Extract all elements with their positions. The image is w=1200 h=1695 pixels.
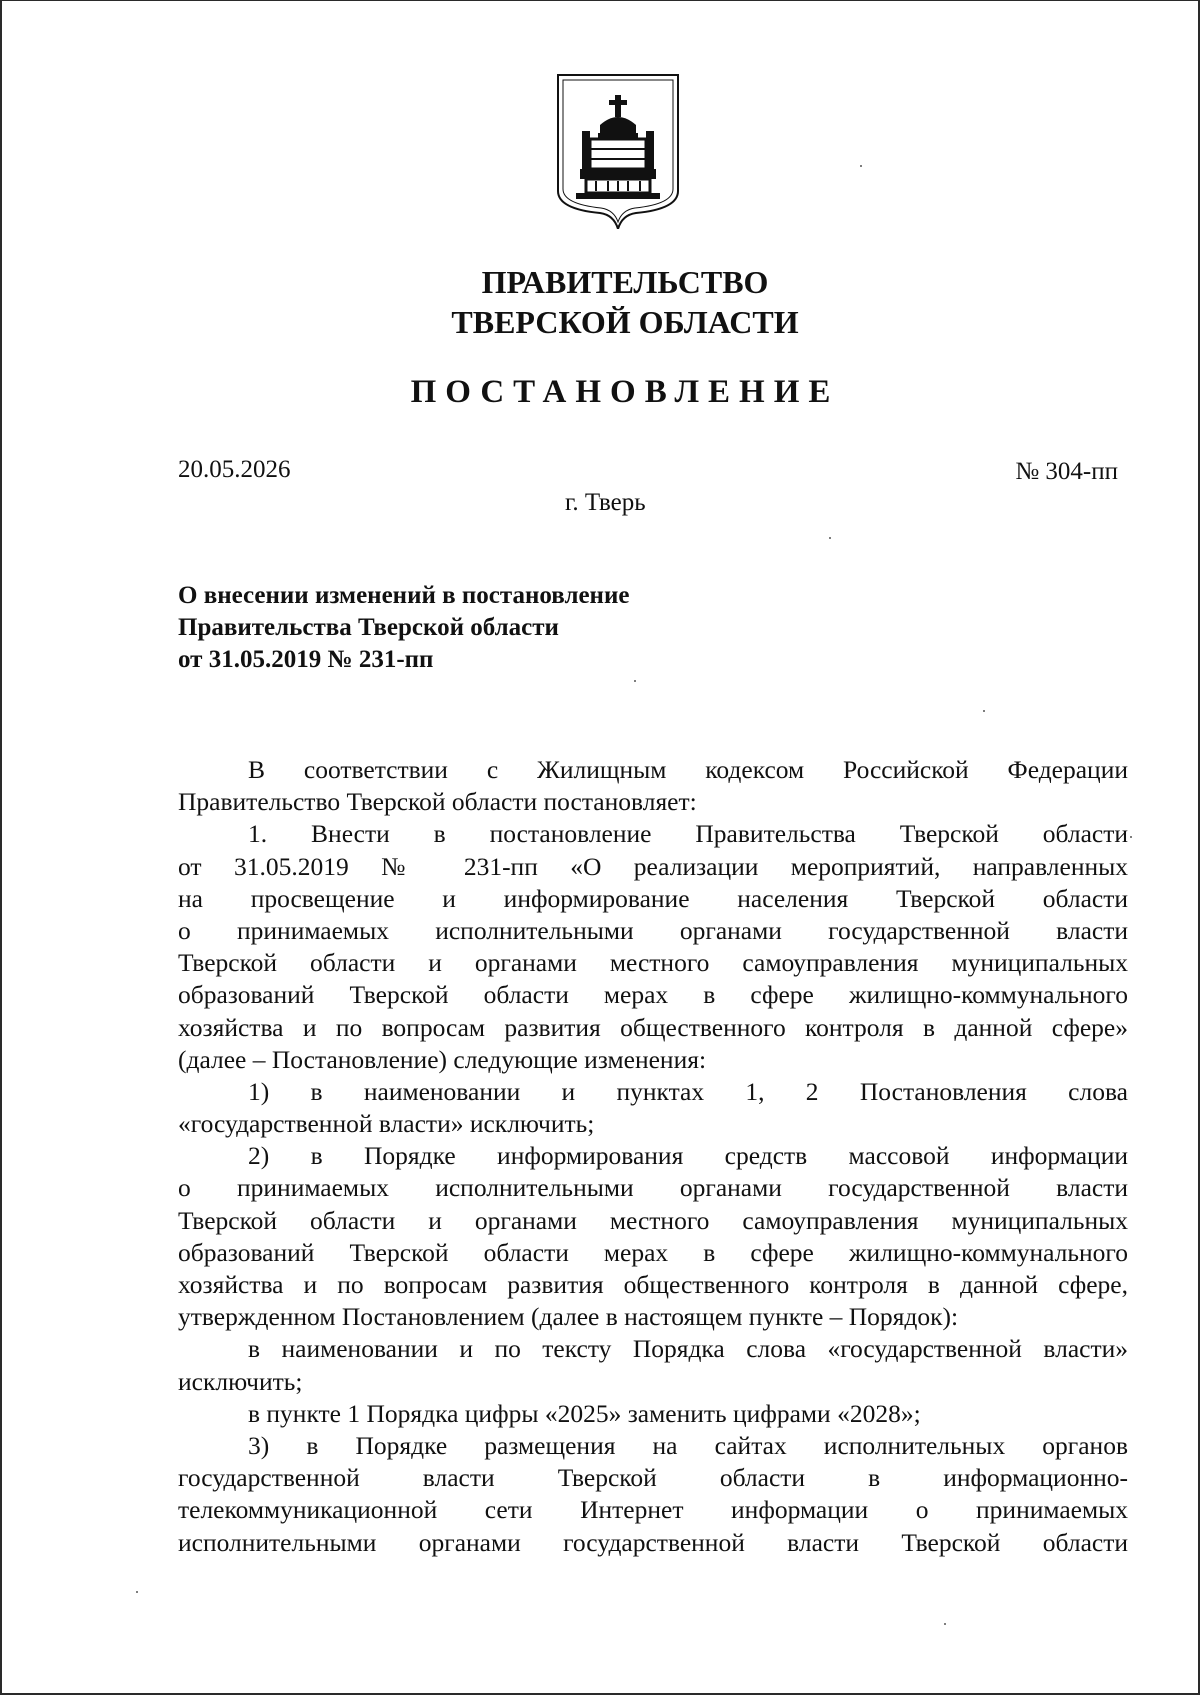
scan-speck [634, 680, 636, 682]
body-line: исключить; [178, 1366, 303, 1396]
document-body [178, 754, 1128, 1559]
body-line: (далее – Постановление) следующие изменения: [178, 1044, 707, 1074]
scan-speck [1130, 836, 1132, 838]
body-line: от 31.05.2019 № 231-пп «О реализации мероприятий, направленных [178, 851, 1128, 881]
scan-speck [136, 1591, 138, 1593]
org-title-line-2: ТВЕРСКОЙ ОБЛАСТИ [451, 304, 799, 340]
body-line: «государственной власти» исключить; [178, 1109, 595, 1139]
body-line: хозяйства и по вопросам развития общественного контроля в данной сфере» [178, 1012, 1128, 1042]
org-title-line-1: ПРАВИТЕЛЬСТВО [481, 264, 769, 300]
body-line: Тверской области и органами местного самоуправления муниципальных [178, 1205, 1128, 1235]
body-line: телекоммуникационной сети Интернет информации о принимаемых [178, 1495, 1128, 1525]
scan-speck [860, 165, 862, 167]
document-type-title: ПОСТАНОВЛЕНИЕ [410, 374, 840, 410]
scan-edge-left [0, 0, 2, 1695]
body-line: образований Тверской области мерах в сфере жилищно-коммунального [178, 980, 1128, 1010]
body-line: о принимаемых исполнительными органами государственной власти [178, 915, 1128, 945]
subject-line: от 31.05.2019 № 231-пп [178, 646, 434, 673]
body-line: 1) в наименовании и пунктах 1, 2 Постановления слова [248, 1076, 1128, 1106]
scan-edge-top [0, 0, 1200, 1]
scan-speck [944, 1623, 946, 1625]
document-number: № 304-пп [1015, 458, 1118, 485]
subject-line: О внесении изменений в постановление [178, 582, 630, 609]
coat-of-arms-emblem [556, 73, 680, 229]
body-line: в наименовании и по тексту Порядка слова «государственной власти» [248, 1334, 1128, 1364]
body-line: 2) в Порядке информирования средств массовой информации [248, 1141, 1128, 1171]
body-line: исполнительными органами государственной власти Тверской области [178, 1527, 1128, 1557]
body-line: утвержденном Постановлением (далее в настоящем пункте – Порядок): [178, 1302, 959, 1332]
document-date: 20.05.2026 [178, 456, 291, 483]
scan-speck [829, 537, 831, 539]
body-line: о принимаемых исполнительными органами государственной власти [178, 1173, 1128, 1203]
body-line: в пункте 1 Порядка цифры «2025» заменить цифрами «2028»; [248, 1398, 921, 1428]
scan-speck [983, 710, 985, 712]
body-line: 1. Внести в постановление Правительства Тверской области [248, 819, 1128, 849]
document-city: г. Тверь [565, 489, 646, 516]
body-line: на просвещение и информирование населения Тверской области [178, 883, 1128, 913]
body-line: хозяйства и по вопросам развития общественного контроля в данной сфере, [178, 1270, 1128, 1299]
document-subject [178, 580, 629, 676]
body-line: образований Тверской области мерах в сфере жилищно-коммунального [178, 1237, 1128, 1267]
body-line: 3) в Порядке размещения на сайтах исполнительных органов [248, 1430, 1128, 1460]
body-line: Тверской области и органами местного самоуправления муниципальных [178, 948, 1128, 978]
body-line: государственной власти Тверской области в информационно- [178, 1463, 1128, 1493]
subject-line: Правительства Тверской области [178, 614, 559, 641]
body-line: В соответствии с Жилищным кодексом Российской Федерации [248, 755, 1128, 784]
body-line: Правительство Тверской области постановляет: [178, 787, 697, 817]
